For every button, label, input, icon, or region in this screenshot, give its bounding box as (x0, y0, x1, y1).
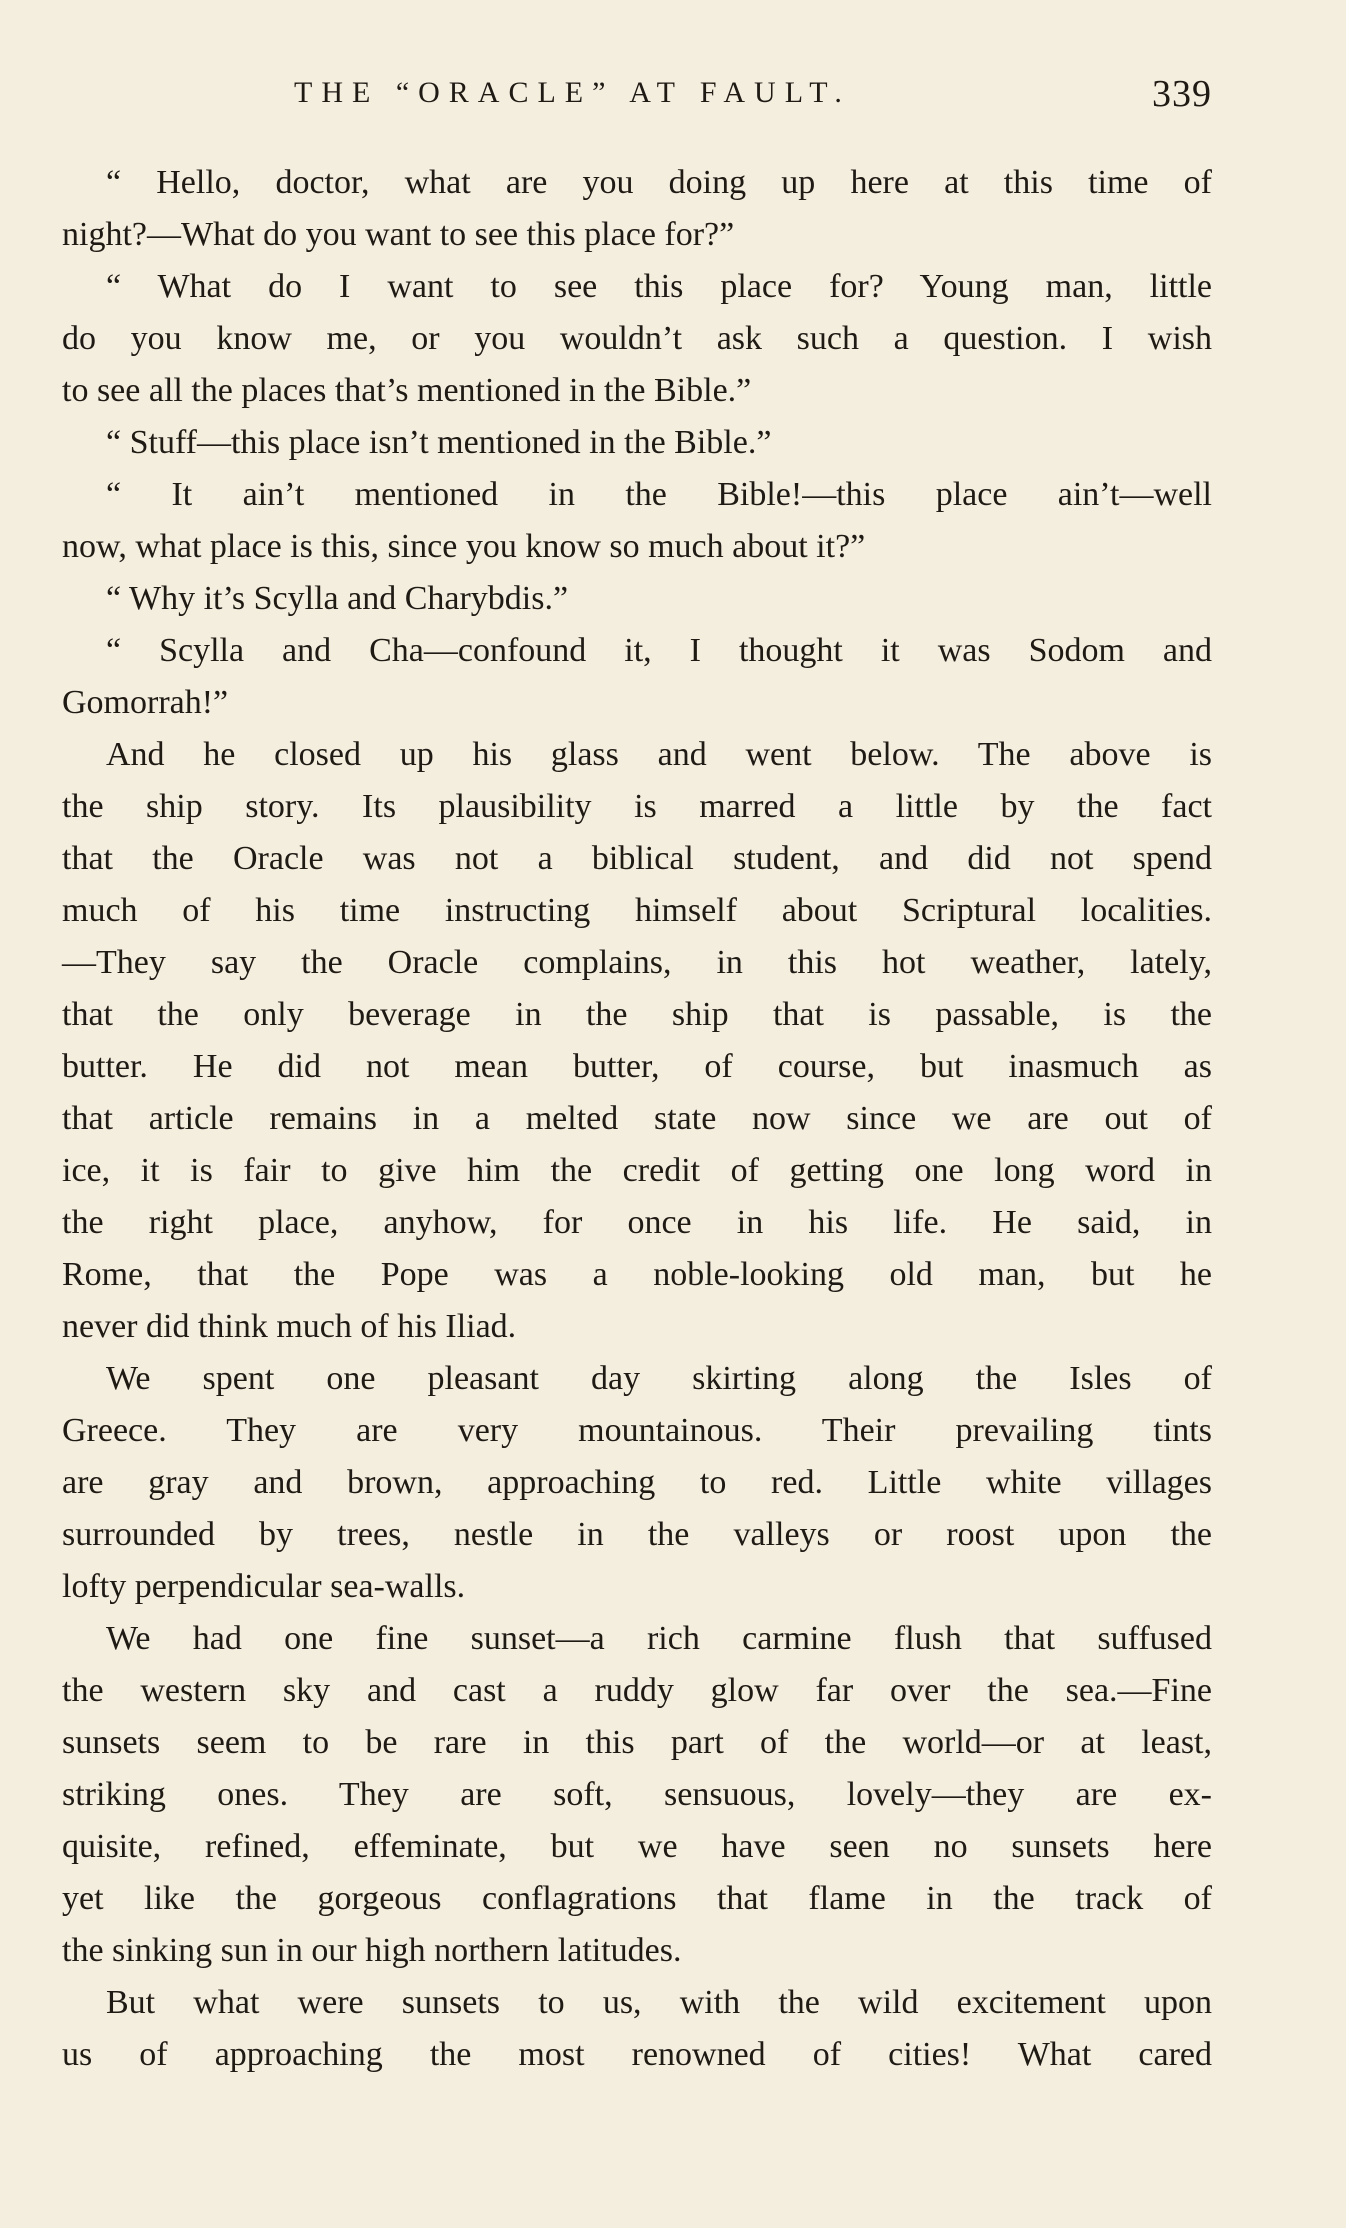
text-line: “ Stuff—this place isn’t mentioned in the Bible.” (106, 424, 772, 461)
text-line: “ Hello, doctor, what are you doing up here at this time of (106, 164, 1212, 201)
text-line: that article remains in a melted state now since we are out of (62, 1100, 1212, 1137)
text-line: night?—What do you want to see this place for?” (62, 216, 735, 253)
text-line: ice, it is fair to give him the credit of getting one long word in (62, 1152, 1212, 1189)
page-header (62, 68, 1212, 128)
text-line: Rome, that the Pope was a noble-looking old man, but he (62, 1256, 1212, 1293)
text-line: butter. He did not mean butter, of course, but inasmuch as (62, 1048, 1212, 1085)
text-line: much of his time instructing himself about Scriptural localities. (62, 892, 1212, 929)
text-line: to see all the places that’s mentioned in the Bible.” (62, 372, 752, 409)
text-line: “ Scylla and Cha—confound it, I thought it was Sodom and (106, 632, 1212, 669)
text-line: striking ones. They are soft, sensuous, lovely—they are ex- (62, 1776, 1212, 1813)
text-line: —They say the Oracle complains, in this hot weather, lately, (62, 944, 1212, 981)
text-line: are gray and brown, approaching to red. Little white villages (62, 1464, 1212, 1501)
text-line: surrounded by trees, nestle in the valleys or roost upon the (62, 1516, 1212, 1553)
text-line: now, what place is this, since you know so much about it?” (62, 528, 866, 565)
page-number: 339 (1152, 73, 1212, 115)
body-text (62, 157, 1212, 2081)
text-line: us of approaching the most renowned of cities! What cared (62, 2036, 1212, 2073)
text-line: do you know me, or you wouldn’t ask such a question. I wish (62, 320, 1212, 357)
text-line: yet like the gorgeous conflagrations that flame in the track of (62, 1880, 1212, 1917)
text-line: We had one fine sunset—a rich carmine flush that suffused (106, 1620, 1212, 1657)
text-line: “ What do I want to see this place for? Young man, little (106, 268, 1212, 305)
text-line: sunsets seem to be rare in this part of the world—or at least, (62, 1724, 1212, 1761)
text-line: the sinking sun in our high northern latitudes. (62, 1932, 682, 1969)
text-line: the ship story. Its plausibility is marred a little by the fact (62, 788, 1212, 825)
text-line: the western sky and cast a ruddy glow far over the sea.—Fine (62, 1672, 1212, 1709)
text-line: never did think much of his Iliad. (62, 1308, 517, 1345)
text-line: “ Why it’s Scylla and Charybdis.” (106, 580, 569, 617)
text-line: Greece. They are very mountainous. Their prevailing tints (62, 1412, 1212, 1449)
running-title: THE “ORACLE” AT FAULT. (294, 76, 851, 109)
text-line: that the only beverage in the ship that is passable, is the (62, 996, 1212, 1033)
text-line: We spent one pleasant day skirting along the Isles of (106, 1360, 1212, 1397)
text-line: And he closed up his glass and went below. The above is (106, 736, 1212, 773)
text-line: lofty perpendicular sea-walls. (62, 1568, 466, 1605)
text-line: Gomorrah!” (62, 684, 229, 721)
text-line: the right place, anyhow, for once in his life. He said, in (62, 1204, 1212, 1241)
text-line: But what were sunsets to us, with the wild excitement upon (106, 1984, 1212, 2021)
text-line: quisite, refined, effeminate, but we have seen no sunsets here (62, 1828, 1212, 1865)
text-line: that the Oracle was not a biblical student, and did not spend (62, 840, 1212, 877)
text-line: “ It ain’t mentioned in the Bible!—this place ain’t—well (106, 476, 1212, 513)
